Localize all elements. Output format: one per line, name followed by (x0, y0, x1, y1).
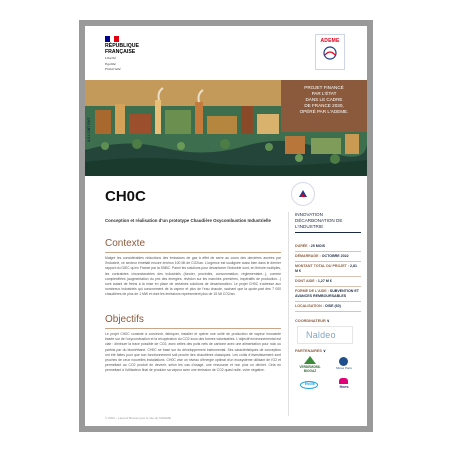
funding-line-4: DE FRANCE 2030, (304, 103, 344, 108)
fact-label: DURÉE : (295, 244, 310, 248)
photo-credit: © 2023 – Laurent Bouvet pour le site de l'ADEME (105, 416, 171, 420)
ademe-mark-icon (322, 46, 338, 60)
naldeo-logo (297, 326, 353, 344)
fact-item (295, 242, 361, 252)
fact-value: 25 MOIS (310, 244, 325, 248)
france-2030-badge (291, 182, 315, 206)
engie-wordmark: ENGIE (305, 382, 315, 386)
motto-1: Liberté (105, 56, 117, 61)
funding-line-3: DANS LE CADRE (305, 97, 343, 102)
side-tag (87, 106, 95, 146)
motto-2: Égalité (105, 61, 116, 66)
mines-paris-logo (329, 356, 359, 374)
partner-logos-row-1 (295, 356, 361, 376)
motto-3: Fraternité (105, 67, 121, 72)
project-title: CH0C (105, 188, 146, 205)
partner-logos-row-2 (295, 378, 361, 398)
tricolor-flag-icon (105, 36, 119, 42)
naldeo-wordmark: Naldeo (306, 330, 336, 340)
verdemobil-mark-icon (304, 356, 316, 364)
mines-mark-icon (339, 357, 348, 366)
fact-item (295, 277, 361, 287)
partenaires-text: PARTENAIRES (295, 349, 322, 353)
republique-line-2: FRANÇAISE (105, 48, 136, 55)
facts-list (295, 242, 361, 312)
mines-wordmark: Mines Paris (336, 366, 352, 370)
fact-item (295, 302, 361, 312)
contexte-rule (105, 252, 281, 253)
fact-value: 2,81 M € (295, 264, 358, 273)
document-page (85, 26, 367, 426)
coordinateur-text: COORDINATEUR (295, 319, 326, 323)
fact-label: DÉMARRAGE : (295, 254, 321, 258)
funding-line-2: PAR L'ÉTAT (311, 91, 337, 96)
engie-logo (295, 378, 325, 392)
fact-value: OISE (60) (324, 304, 341, 308)
objectifs-heading: Objectifs (105, 314, 144, 325)
fact-label: LOCALISATION : (295, 304, 324, 308)
partenaires-label: PARTENAIRES ∨ (295, 349, 326, 353)
fact-label: FORME DE L'AIDE : (295, 289, 329, 293)
ademe-logo (315, 34, 345, 70)
fact-value: SUBVENTION ET AVANCES REMBOURSABLES (295, 289, 359, 298)
ademe-wordmark: ADEME (320, 38, 340, 44)
funding-line-1: PROJET FINANCÉ (304, 85, 344, 90)
contexte-text: Malgré les considérables réductions des émissions de gaz à effet de serre au cours des dernières années par l'industrie, ce secteur émettait encore environ 100 Mt de CO2/an. L'urgence est soulignée aussi bien dans le dernier rapport du GIEC qu'en France par la SNBC. Parmi les solutions pour décarboner l'industrie sont, en théorie multiples, les contraintes circonstanciées des industriels (foncier, procédés, consommation, réglementaire...), comme complexifiées (augmentation du prix des énergies, révision sur les marchés premières, impératifs de production...) sont autant de freins à la mise en place de certaines solutions de décarbonation. Le projet CH0C s'adresse aux nombreux industriels qui consomment de la vapeur et plus de l'eau chaude, sachant que la quote-part des 7 000 chaudières de plus de 1 MW et dont les émissions représentent plus de 15 Mt CO2/an. (105, 256, 281, 297)
column-divider (288, 212, 289, 416)
objectifs-rule (105, 328, 281, 329)
fact-item (295, 262, 361, 277)
verdemobil-wordmark: VERDEMOBIL BIOGAZ (299, 365, 321, 373)
fact-label: DONT AIDE : (295, 279, 317, 283)
fives-logo (329, 378, 359, 392)
coordinateur-label: COORDINATEUR ∨ (295, 319, 330, 323)
fact-item (295, 287, 361, 302)
france-2030-icon (297, 189, 309, 199)
objectifs-text: Le projet CH0C consiste à concevoir, fabriquer, installer et opérer une unité de production de vapeur innovante basée sur de l'oxycombustion et la récupération du CO2 sous des formes valorisables. L'objectif environnemental est clair : diminuer la trace possible de CO2, avec celles des puits nets de carbone avec une alimentation pour rock ou parfois par du biométhane. CH0C se base sur du développement instrumental. Ses caractéristiques de conception ont été faites pour que son fonctionnement soit proche des chaudières classiques. Les coûts d'investissement sont proches de ceux nouvelles installations. CH0C vise un niveau d'énergie optimal d'un écosystème utilisant de l'O2 et permettant au CO2 produit de devenir, selon les cas d'usage, une ressource et non plus un déchet. Cela en permettant à l'utilisateur final de produire sa vapeur avec une émission de CO2 quasi nulle, voire négative. (105, 332, 281, 373)
verdemobil-logo (295, 356, 325, 374)
side-tag-label: ILS L'ONT FAIT (87, 117, 91, 142)
funding-notice (281, 80, 367, 132)
fact-label: MONTANT TOTAL DU PROJET : (295, 264, 350, 268)
theme-heading: INNOVATION DÉCARBONATION DE L'INDUSTRIE (295, 212, 361, 233)
contexte-heading: Contexte (105, 238, 146, 249)
fact-value: 1,27 M € (317, 279, 332, 283)
funding-line-5: OPÉRÉ PAR L'ADEME. (299, 109, 349, 114)
fact-item (295, 252, 361, 262)
project-subtitle: Conception et réalisation d'un prototype Chaudière Oxycombustion Industrielle (105, 218, 271, 223)
republique-francaise-logo (105, 36, 149, 72)
republique-line-1: RÉPUBLIQUE (105, 43, 140, 49)
fives-wordmark: fives (339, 384, 349, 389)
fact-value: OCTOBRE 2022 (321, 254, 349, 258)
illustration-banner (85, 80, 367, 176)
